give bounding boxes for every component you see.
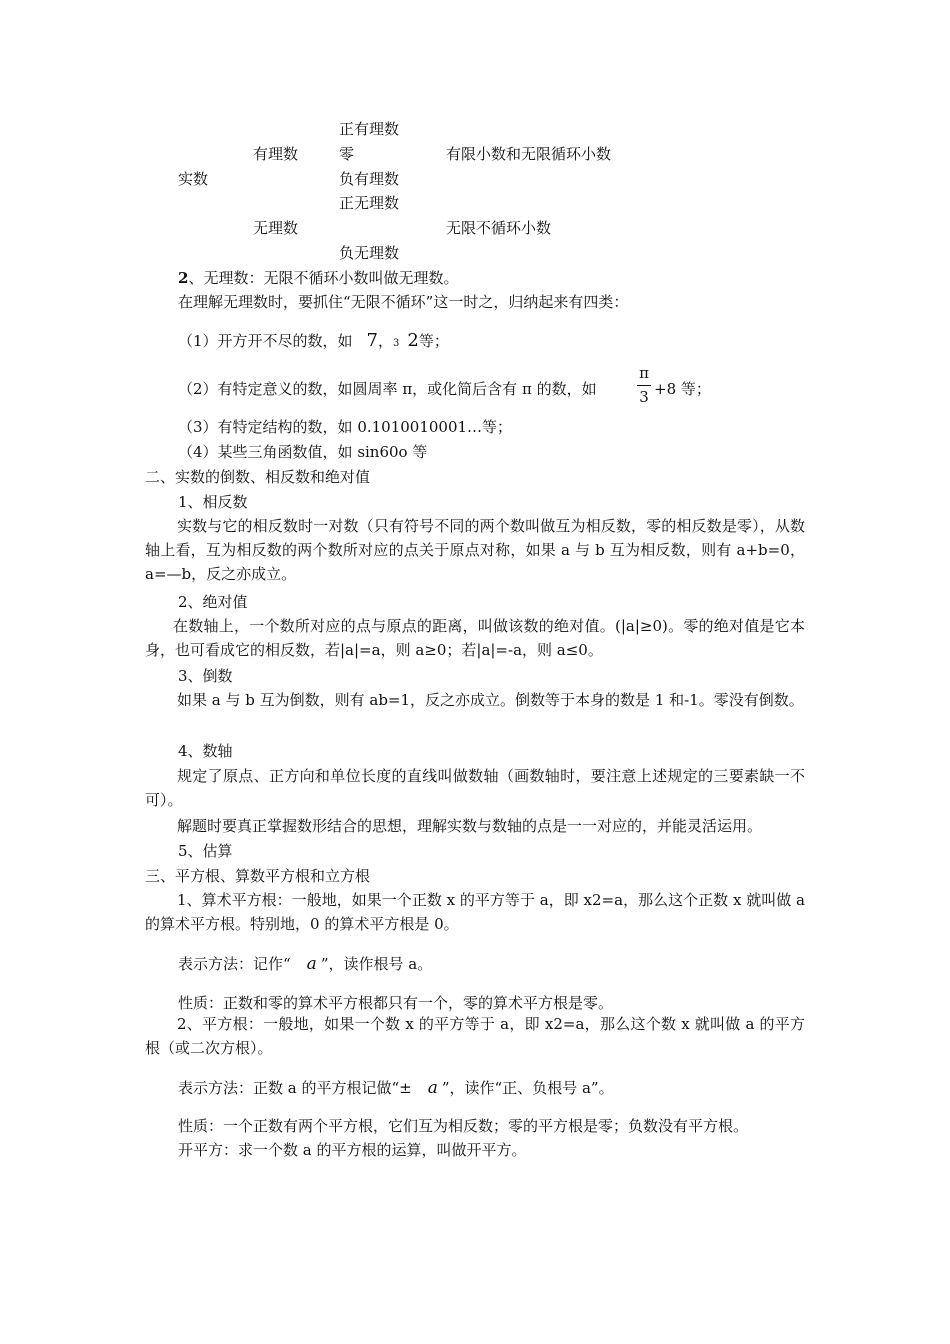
sqrt-notation-b: ”，读作“正、负根号 a”。 [441,1079,614,1097]
arith-sqrt-notation-a: 表示方法：记作“ [178,955,291,973]
item1-sep: ， [378,332,394,350]
number-line-body-2: 解题时要真正掌握数形结合的思想，理解实数与数轴的点是一一对应的，并能灵活运用。 [177,817,763,835]
label-positive-irrational: 正无理数 [339,194,400,212]
sqrt-property: 性质：一个正数有两个平方根，它们互为相反数；零的平方根是零；负数没有平方根。 [178,1117,749,1135]
reciprocal-title: 3、倒数 [178,667,233,685]
fraction-bar [637,385,651,386]
plus-minus-sqrt-a: a [427,1078,438,1098]
absolute-value-title: 2、绝对值 [178,593,248,611]
item1-text: （1）开方开不尽的数，如 [178,332,353,350]
arith-sqrt-notation-b: ”，读作根号 a。 [320,955,433,973]
irrational-item-1 [178,331,449,354]
irrational-def-text: 、无理数：无限不循环小数叫做无理数。 [188,269,459,287]
fraction-denominator: 3 [639,388,649,406]
irrational-item-3: （3）有特定结构的数，如 0.1010010001…等； [178,418,513,436]
number-line-body: 规定了原点、正方向和单位长度的直线叫做数轴（画数轴时，要注意上述规定的三要素缺一不可）。 [145,767,805,809]
label-irrational-desc: 无限不循环小数 [446,219,552,237]
sqrt-notation-a: 表示方法：正数 a 的平方根记做“± [178,1079,412,1097]
irrational-item-2-end: +8 等； [654,380,711,398]
sqrt-a: a [306,954,317,974]
label-real: 实数 [178,170,209,188]
sqrt-notation [178,1078,614,1098]
arith-sqrt-notation [178,954,432,974]
irrational-def-number: 2 [178,269,189,287]
label-negative-rational: 负有理数 [339,170,400,188]
square-root-operation: 开平方：求一个数 a 的平方根的运算，叫做开平方。 [178,1141,527,1159]
absolute-value-body: 在数轴上，一个数所对应的点与原点的距离，叫做该数的绝对值。(|a|≥0)。零的绝对值是它本身，也可看成它的相反数，若|a|=a，则 a≥0；若|a|=-a，则 a≤0。 [145,617,805,659]
sqrt-7: 7 [366,330,378,351]
section2-heading: 二、实数的倒数、相反数和绝对值 [145,468,371,486]
cube-root-index: 3 [393,338,400,349]
label-negative-irrational: 负无理数 [339,244,400,262]
sqrt-body: 2、平方根：一般地，如果一个数 x 的平方等于 a，即 x2=a，那么这个数 x 就叫做 a 的平方根（或二次方根）。 [145,1015,805,1057]
irrational-item-4: （4）某些三角函数值，如 sin60o 等 [178,443,428,461]
arith-sqrt-property: 性质：正数和零的算术平方根都只有一个，零的算术平方根是零。 [178,994,614,1012]
estimation-title: 5、估算 [178,842,233,860]
label-positive-rational: 正有理数 [339,120,400,138]
item1-end: 等； [418,332,449,350]
irrational-definition [178,268,458,288]
irrational-intro: 在理解无理数时，要抓住“无限不循环”这一时之，归纳起来有四类： [178,293,629,311]
irrational-item-2: （2）有特定意义的数，如圆周率 π，或化简后含有 π 的数，如 [178,380,597,398]
label-zero: 零 [339,145,355,163]
arith-sqrt-body: 1、算术平方根：一般地，如果一个正数 x 的平方等于 a，即 x2=a，那么这个正数 x 就叫做 a 的算术平方根。特别地，0 的算术平方根是 0。 [145,891,805,933]
reciprocal-body: 如果 a 与 b 互为倒数，则有 ab=1，反之亦成立。倒数等于本身的数是 1 和-1。零没有倒数。 [177,691,804,709]
opposite-number-body: 实数与它的相反数时一对数（只有符号不同的两个数叫做互为相反数，零的相反数是零），从数轴上看，互为相反数的两个数所对应的点关于原点对称，如果 a 与 b 互为相反数，则有 a+b=0，a=—b，反之亦成立。 [145,517,805,583]
section3-heading: 三、平方根、算数平方根和立方根 [145,867,371,885]
fraction-numerator: π [639,364,649,382]
label-rational: 有理数 [253,145,299,163]
number-line-title: 4、数轴 [178,742,233,760]
opposite-number-title: 1、相反数 [178,493,248,511]
label-irrational: 无理数 [253,219,299,237]
label-rational-desc: 有限小数和无限循环小数 [446,145,612,163]
cbrt-2: 2 [407,330,419,351]
